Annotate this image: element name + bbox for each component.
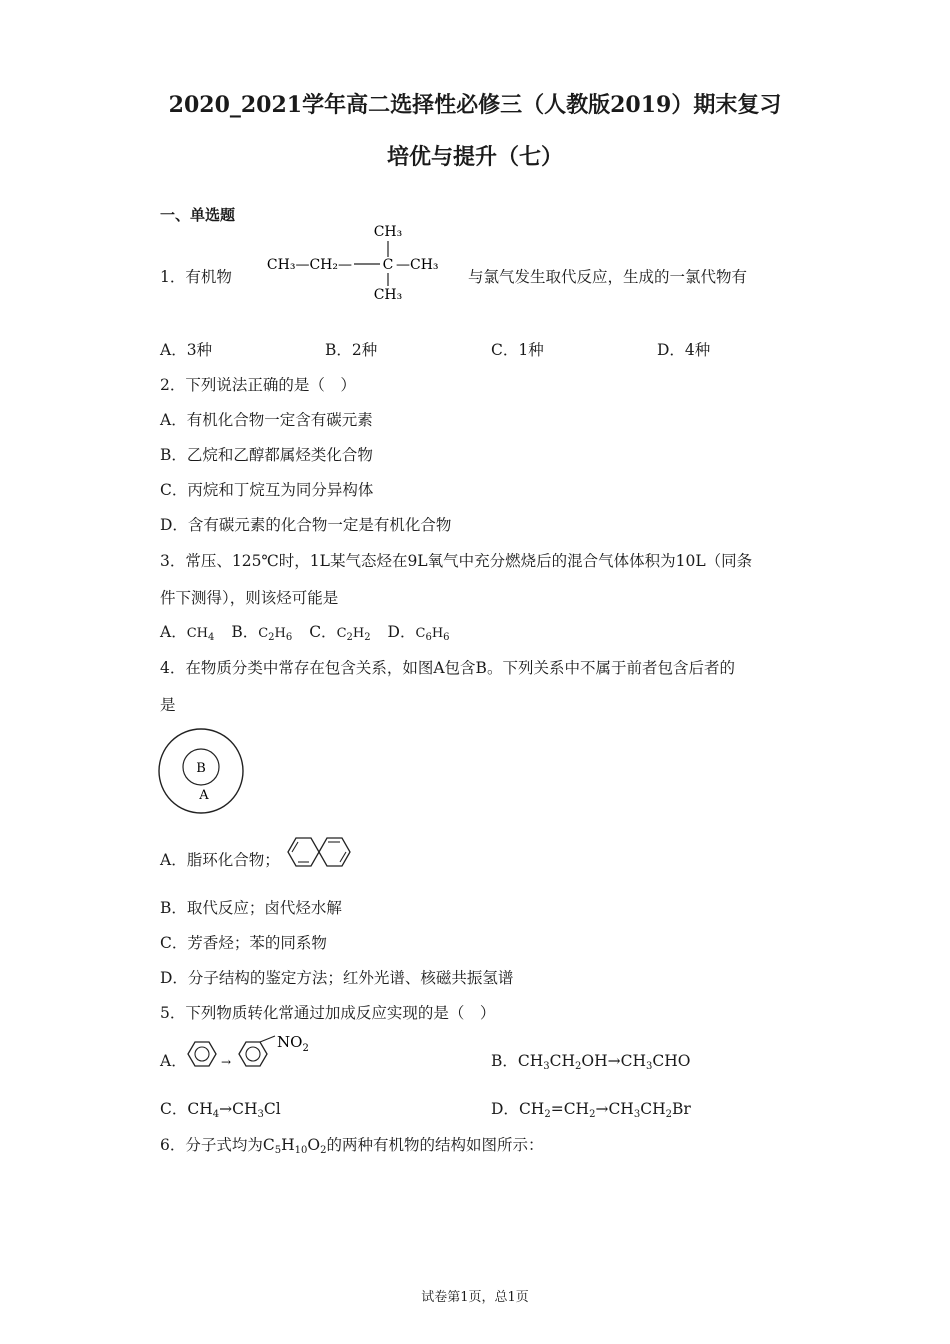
q4-outer-label: A	[199, 788, 209, 803]
q5-option-b: B．CH3CH2OH→CH3CHO	[491, 1052, 691, 1072]
q1-option-b: B．2种	[325, 341, 378, 359]
q1-struct-left: CH₃—CH₂—	[266, 257, 352, 273]
q1-option-d: D．4种	[657, 341, 711, 359]
q4-stem-line1: 4．在物质分类中常存在包含关系，如图A包含B。下列关系中不属于前者包含后者的	[160, 659, 735, 677]
page-title-line1: 2020_2021学年高二选择性必修三（人教版2019）期末复习	[168, 92, 782, 118]
q5-option-a-label: A．	[160, 1052, 187, 1070]
q1-option-c: C．1种	[491, 341, 544, 359]
q4-option-d: D．分子结构的鉴定方法；红外光谱、核磁共振氢谱	[160, 969, 514, 987]
q1-struct-right: —CH₃	[396, 257, 439, 273]
q3-option-c: C．C2H2	[309, 623, 371, 643]
q3-options	[160, 620, 450, 642]
q5-stem: 5．下列物质转化常通过加成反应实现的是（ ）	[160, 1004, 496, 1022]
q2-option-d: D．含有碳元素的化合物一定是有机化合物	[160, 516, 452, 534]
q4-option-a: A．脂环化合物；	[160, 851, 280, 869]
q1-structure-formula	[234, 220, 470, 304]
q2-option-b: B．乙烷和乙醇都属烃类化合物	[160, 446, 373, 464]
q3-option-b: B．C2H6	[231, 623, 293, 643]
page-title-line2: 培优与提升（七）	[386, 144, 563, 170]
q4-inner-label: B	[196, 761, 206, 776]
q1-struct-top: CH₃	[373, 224, 403, 240]
q1-option-a: A．3种	[160, 341, 213, 359]
q2-option-c: C．丙烷和丁烷互为同分异构体	[160, 481, 374, 499]
q1-prefix: 1．有机物	[160, 268, 232, 286]
q6-stem: 6．分子式均为C5H10O2的两种有机物的结构如图所示：	[160, 1136, 544, 1156]
q3-stem-line2: 件下测得），则该烃可能是	[160, 589, 339, 607]
q5-option-d: D．CH2=CH2→CH3CH2Br	[491, 1100, 691, 1120]
page-footer: 试卷第1页，总1页	[421, 1290, 529, 1305]
q4-option-b: B．取代反应；卤代烃水解	[160, 899, 342, 917]
q5-option-c: C．CH4→CH3Cl	[160, 1100, 281, 1120]
q1-struct-bottom: CH₃	[373, 287, 403, 303]
nitrobenzene-ring-icon	[239, 1042, 267, 1066]
q5-option-a-reaction	[183, 1030, 323, 1074]
q3-option-a: A．CH4	[160, 623, 215, 643]
q2-option-a: A．有机化合物一定含有碳元素	[160, 411, 373, 429]
q4-inclusion-diagram	[156, 727, 248, 817]
naphthalene-structure-icon	[283, 828, 357, 876]
section-heading: 一、单选题	[160, 206, 236, 224]
q3-stem-line1: 3．常压、125℃时，1L某气态烃在9L氧气中充分燃烧后的混合气体体积为10L（同条	[160, 552, 753, 570]
q2-stem: 2．下列说法正确的是（ ）	[160, 376, 356, 394]
q5-a-arrow: →	[221, 1055, 232, 1069]
q1-suffix: 与氯气发生取代反应，生成的一氯代物有	[468, 268, 748, 286]
q4-stem-line2: 是	[160, 696, 176, 714]
q1-struct-center: C	[382, 257, 394, 273]
q4-option-c: C．芳香烃；苯的同系物	[160, 934, 327, 952]
benzene-ring-icon	[188, 1042, 216, 1066]
q5-a-nitro-group: $NO_2$	[277, 1033, 309, 1054]
q3-option-d: D．C6H6	[387, 623, 450, 643]
